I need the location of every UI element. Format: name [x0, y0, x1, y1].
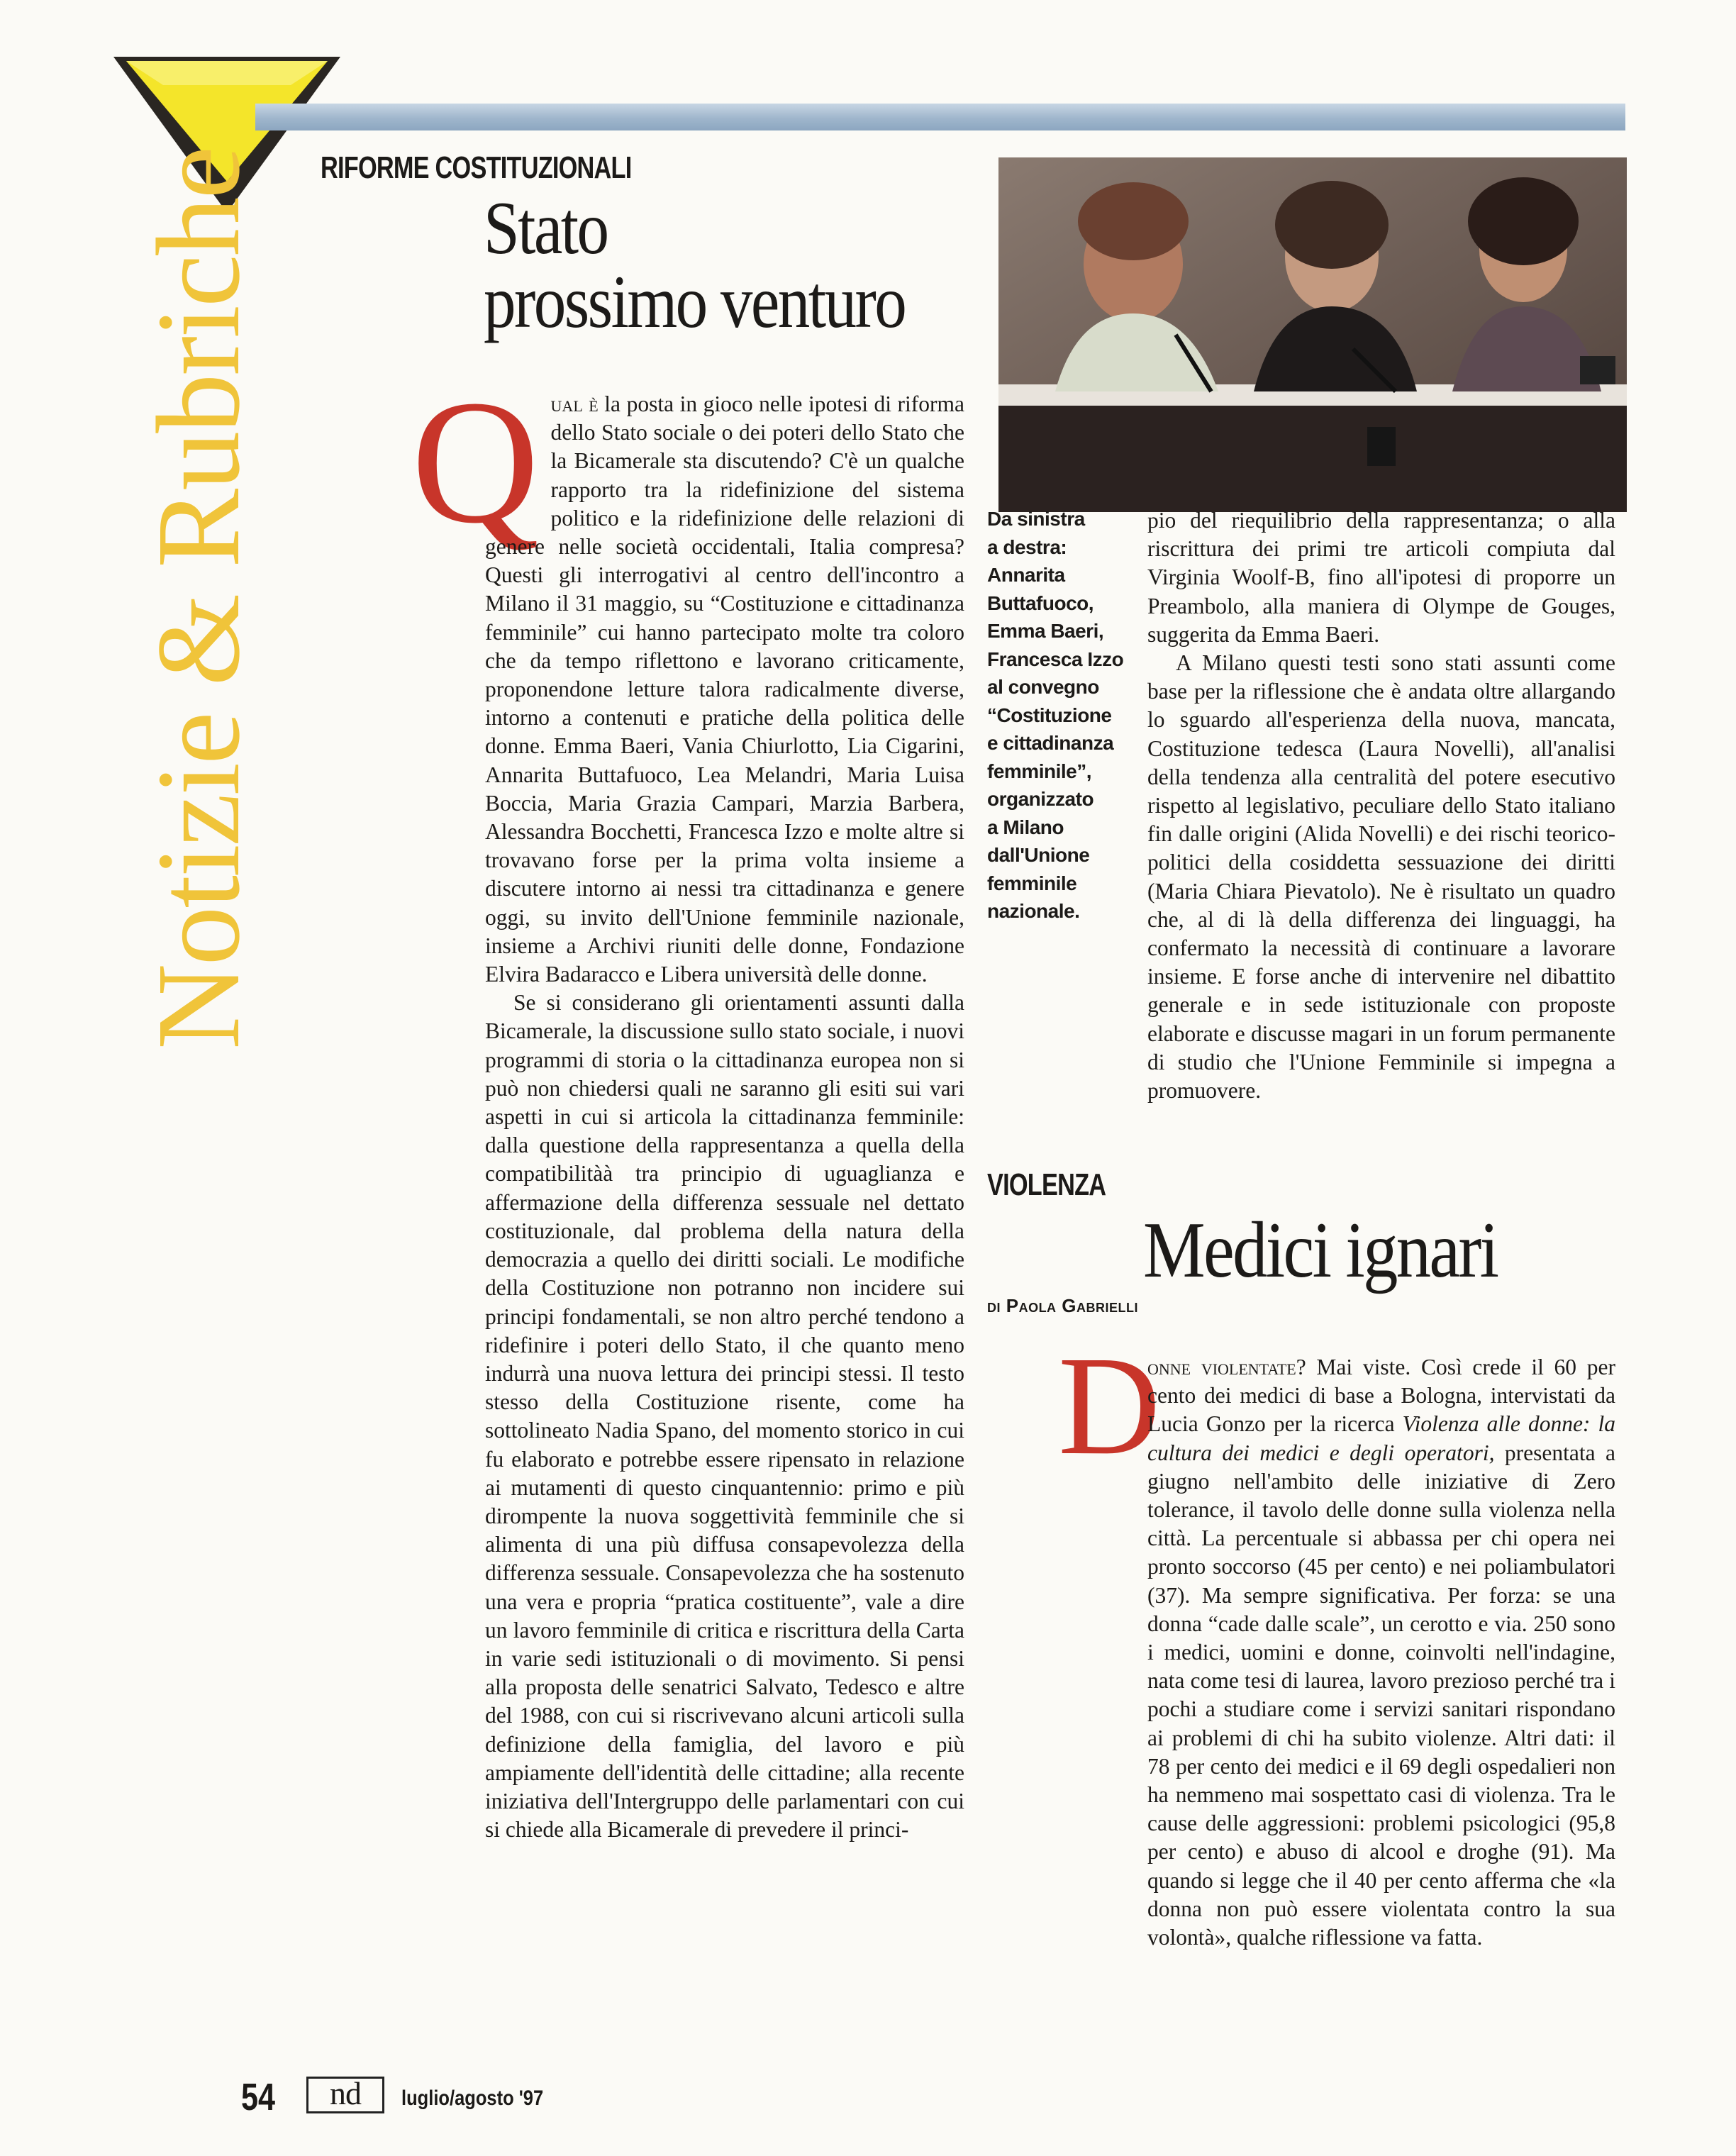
caption-line: dall'Unione	[987, 844, 1090, 866]
caption-line: “Costituzione	[987, 704, 1112, 726]
drop-cap: D	[1058, 1328, 1161, 1484]
article-column-3	[1147, 506, 1615, 1105]
title-line-2: prossimo venturo	[484, 260, 906, 343]
magazine-logo: nd	[306, 2077, 384, 2113]
article2-column	[1147, 1353, 1615, 1952]
article2-kicker: VIOLENZA	[987, 1167, 1106, 1202]
lead-smallcaps: onne violentate?	[1147, 1355, 1306, 1379]
lead-smallcaps: ual è	[550, 391, 599, 416]
article2-byline: di Paola Gabrielli	[987, 1295, 1139, 1316]
text-segment: Mai viste. Così crede il 60 per cento dei medici di base a Bologna, intervistati da Lucia Gonzo per la ricerca	[1147, 1355, 1615, 1437]
caption-line: al convegno	[987, 676, 1099, 698]
caption-line: organizzato	[987, 788, 1094, 810]
body-paragraph: Se si considerano gli orientamenti assunti dalla Bicamerale, la discussione sullo stato sociale, i nuovi programmi di storia o la cittadinanza europea non si può non chiedersi quali ne saranno gli esiti sui vari aspetti in cui si articola la cittadinanza femminile: dalla questione della rappresentanza a quella della compatibilitàà tra principio di uguaglianza e affermazione della differenza sessuale nel dettato costituzionale, dal problema della natura della democrazia a quello dei diritti sociali. Le modifiche della Costituzione non potranno non incidere sui principi fondamentali, se non altro perché tendono a ridefinire i poteri dello Stato, il che quanto meno indurrà una nuova lettura dei principi stessi. Il testo stesso della Costituzione risente, come ha sottolineato Nadia Spano, del momento storico in cui fu elaborato e potrebbe essere ripensato in relazione ai mutamenti di questo cinquantennio: primo e più dirompente la nuova soggettività femminile che si alimenta di una più diffusa consapevolezza della differenza sessuale. Consapevolezza che ha sostenuto una vera e propria “pratica costituente”, vale a dire un lavoro femminile di critica e riscrittura della Carta in varie sedi istituzionali o di movimento. Si pensi alla proposta delle senatrici Salvato, Tedesco e altre del 1988, con cui si riscrivevano alcuni articoli sulla definizione della famiglia, del lavoro e più ampiamente dell'identità delle cittadine; alla recente iniziativa dell'Intergruppo delle parlamentari con cui si chiede alla Bicamerale di prevedere il princi-	[485, 990, 964, 1843]
title-line-1: Stato	[484, 187, 608, 270]
caption-line: Buttafuoco,	[987, 591, 1094, 614]
italic-title: Violenza alle donne: la cultura dei medici e degli operatori,	[1147, 1411, 1615, 1465]
page-number: 54	[241, 2076, 276, 2118]
article2-paragraph	[1147, 1353, 1615, 1952]
caption-line: Annarita	[987, 564, 1065, 586]
caption-line: a destra:	[987, 535, 1067, 558]
article-column-1	[411, 364, 964, 1844]
drop-cap: Q	[411, 364, 540, 560]
caption-line: Francesca Izzo	[987, 648, 1124, 670]
body-paragraph: pio del riequilibrio della rappresentanza; o alla riscrittura dei primi tre articoli compiuta dal Virginia Woolf-B, fino all'ipotesi di proporre un Preambolo, alla maniera di Olympe de Gouges, suggerita da Emma Baeri.	[1147, 508, 1615, 647]
text-segment: presentata a giugno nell'ambito delle iniziative di Zero tolerance, il tavolo delle donne sulla violenza nella città. La percentuale si abbassa per chi opera nei pronto soccorso (45 per cento) e nei poliambulatori (37). Ma sempre significativa. Per forza: se una donna “cade dalle scale”, un cerotto e via. 250 sono i medici, uomini e donne, coinvolti nell'indagine, nata come tesi di laurea, lavoro prezioso perché tra i pochi a studiare come i servizi sanitari rispondano ai problemi di chi ha subito violenze. Altri dati: il 78 per cento dei medici e il 69 degli ospedalieri non ha nemmeno mai sospettato casi di violenza. Tra le cause delle aggressioni: problemi psicologici (95,8 per cento) e abuso di alcool e droghe (91). Ma quando si legge che il 40 per cento afferma che «la donna non può essere violentata contro la sua volontà», qualche riflessione va fatta.	[1147, 1440, 1615, 1950]
photo-caption	[987, 505, 1136, 926]
body-paragraph: A Milano questi testi sono stati assunti come base per la riflessione che è andata oltre allargando lo sguardo all'esperienza della nuova, mancata, Costituzione tedesca (Laura Novelli), all'analisi della tendenza alla centralità del potere esecutivo rispetto al legislativo, peculiare dello Stato italiano fin dalle origini (Alida Novelli) e dei rischi teorico-politici della cosiddetta sessuazione dei diritti (Maria Chiara Pievatolo). Ne è risultato un quadro che, al di là della differenza dei linguaggi, ha confermato la necessità di continuare a lavorare insieme. E forse anche di intervenire nel dibattito generale e in sede istituzionale con proposte elaborate e discusse magari in un forum permanente di studio che l'Unione Femminile si impegna a promuovere.	[1147, 650, 1615, 1104]
header-rule-bar	[255, 104, 1625, 130]
caption-line: nazionale.	[987, 900, 1080, 922]
lead-text: la posta in gioco nelle ipotesi di riforma dello Stato sociale o dei poteri dello Stato che la Bicamerale sta discutendo? C'è un qualche rapporto tra la ridefinizione del sistema politico e la ridefinizione delle relazioni di genere nelle società occidentali, Italia compresa? Questi gli interrogativi al centro dell'incontro a Milano il 31 maggio, su “Costituzione e cittadinanza femminile” cui hanno partecipato molte tra coloro che da tempo riflettono e lavorano criticamente, proponendone letture talora radicalmente diverse, intorno a contenuti e pratiche della politica delle donne. Emma Baeri, Vania Chiurlotto, Lia Cigarini, Annarita Buttafuoco, Lea Melandri, Maria Luisa Boccia, Maria Grazia Campari, Marzia Barbera, Alessandra Bocchetti, Francesca Izzo e molte altre si trovavano forse per la prima volta insieme a discutere intorno ai nessi tra cittadinanza e genere oggi, su invito dell'Unione femminile nazionale, insieme a Archivi riuniti delle donne, Fondazione Elvira Badaracco e Libera università delle donne.	[485, 391, 964, 987]
caption-line: Emma Baeri,	[987, 620, 1104, 642]
caption-line: femminile	[987, 872, 1077, 894]
conference-photo	[998, 157, 1627, 512]
article-kicker: RIFORME COSTITUZIONALI	[321, 150, 632, 185]
caption-line: femminile”,	[987, 760, 1091, 782]
section-title: Notizie & Rubriche	[133, 148, 265, 1050]
article2-title: Medici ignari	[1143, 1206, 1498, 1294]
caption-line: e cittadinanza	[987, 732, 1114, 754]
lead-paragraph	[411, 364, 964, 989]
issue-date: luglio/agosto '97	[401, 2086, 544, 2110]
caption-line: Da sinistra	[987, 508, 1085, 530]
caption-line: a Milano	[987, 816, 1064, 838]
article-title	[484, 187, 906, 343]
